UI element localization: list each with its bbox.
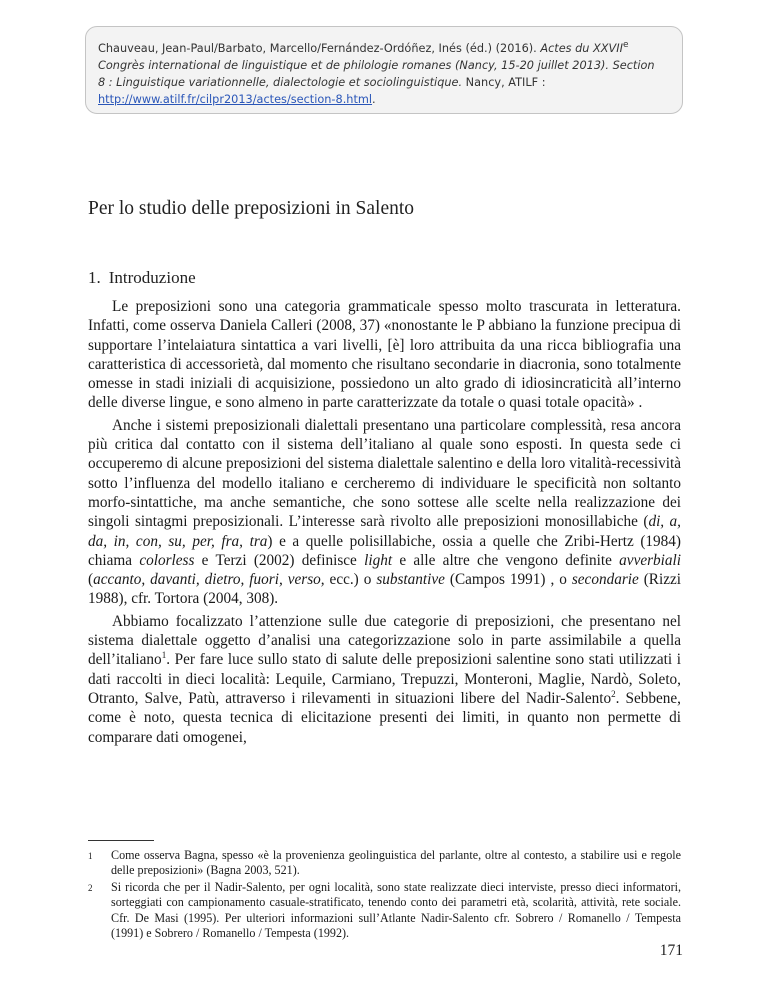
citation-volume-title: Actes du XXVII [540, 42, 623, 55]
footnote-ref-1[interactable]: 1 [161, 650, 167, 661]
paragraph-2-italic: secondarie [571, 571, 639, 589]
page-number: 171 [659, 942, 683, 959]
paper-title: Per lo studio delle preposizioni in Salento [88, 198, 415, 219]
citation-superscript: e [622, 40, 629, 51]
section-heading [88, 268, 196, 288]
citation-line-2: Congrès international de linguistique et de philologie romanes (Nancy, 15-20 juillet 2013). Section [98, 59, 655, 72]
footnote-text: Come osserva Bagna, spesso «è la provenienza geolinguistica del parlante, oltre al contesto, a stabilire usi e regole delle preposizioni» (Bagna 2003, 521). [111, 848, 681, 878]
citation-line-4 [98, 91, 670, 108]
paragraph-2-italic: di, a, da, in, con, su, per, fra, tra [88, 513, 681, 550]
footnote-number: 2 [88, 882, 93, 893]
footnote-ref-2[interactable]: 2 [611, 688, 616, 699]
citation-line-3 [98, 74, 670, 91]
footnote-text: Si ricorda che per il Nadir-Salento, per ogni località, sono state realizzate dieci interviste, presso dieci informatori, sorteggiati con campionamento casuale-stratificato, tenendo conto dei parametri età, scolarità, attività, rete sociale. Cfr. De Masi (1995). Per ulteriori informazioni sull’Atlante Nadir-Salento cfr. Sobrero / Romanello / Tempesta (1991) e Sobrero / Romanello / Tempesta (1992). [111, 879, 681, 941]
section-number: 1. [88, 268, 101, 287]
paragraph-3 [88, 612, 681, 747]
paragraph-2-text: (Campos 1991) , o [444, 571, 572, 589]
paragraph-2-text: e Terzi (2002) definisce [194, 551, 365, 569]
paragraph-2-text: (Rizzi 1988), cfr. Tortora (2004, 308). [88, 571, 681, 608]
paragraph-3-text: . Per fare luce sullo stato di salute delle preposizioni salentine sono stati utilizzati i dati raccolti in dieci località: Lequile, Carmiano, Trepuzzi, Monteroni, Maglie, Nardò, Soleto, Otranto, Salve, Patù, attraverso i rilevamenti in situazioni libere del Nadir-Salento [88, 651, 681, 707]
footnote-2 [88, 880, 681, 942]
paragraph-3-text: . Sebbene, come è noto, questa tecnica di elicitazione presenti dei limiti, in quanto non permette di comparare dati omogenei, [88, 689, 681, 746]
citation-url-link[interactable]: http://www.atilf.fr/cilpr2013/actes/section-8.html [98, 93, 373, 106]
citation-box [85, 26, 683, 114]
paragraph-2-text: ) e a quelle polisillabiche, ossia a quelle che Zribi-Hertz (1984) chiama [88, 532, 682, 569]
citation-url-suffix: . [372, 93, 376, 106]
footnotes [88, 848, 681, 942]
citation-authors: Chauveau, Jean-Paul/Barbato, Marcello/Fernández-Ordóñez, Inés (éd.) (2016). [98, 42, 541, 55]
footnote-1 [88, 848, 681, 879]
section-title: Introduzione [108, 268, 196, 287]
paragraph-2 [88, 416, 681, 609]
paragraph-2-italic: light [364, 551, 393, 569]
paragraph-2-italic: accanto, davanti, dietro, fuori, verso, [93, 571, 325, 589]
paragraph-1: Le preposizioni sono una categoria grammaticale spesso molto trascurata in letteratura. Infatti, come osserva Daniela Calleri (2008, 37) «nonostante le P abbiano la funzione precipua di supportare l’intelaiatura sintattica a vari livelli, [è] loro attribuita da una ricca bibliografia una caratteristica di accessorietà, dal momento che risultano secondarie in diacronia, sono totalmente omesse in stadi iniziali di acquisizione, possiedono un alto grado di idiosincraticità all’interno delle diverse lingue, e sono almeno in parte caratterizzate da totale o quasi totale opacità» . [88, 298, 681, 412]
body-text [88, 297, 681, 750]
paragraph-2-text: Anche i sistemi preposizionali dialettali presentano una particolare complessità, resa ancora più critica dal contatto con il sistema dell’italiano al quale sono esposti. In questa sede ci occuperemo di alcune preposizioni del sistema dialettale salentino e della loro vitalità-recessività sotto l’influenza del modello italiano e cercheremo di individuare le specificità non soltanto morfo-sintattiche, ma anche semantiche, che sono sottese alle scelte nella realizzazione dei singoli sintagmi preposizionali. L’interesse sarà rivolto alle preposizioni monosillabiche ( [88, 416, 681, 531]
citation-section: 8 : Linguistique variationnelle, dialectologie et sociolinguistique. [98, 76, 463, 89]
footnote-divider [88, 840, 154, 841]
citation-publisher: Nancy, ATILF : [462, 76, 546, 89]
paragraph-3-text: Abbiamo focalizzato l’attenzione sulle due categorie di preposizioni, che presentano nel sistema dialettale oggetto d’analisi una categorizzazione solo in parte assimilabile a quella dell’italiano [88, 612, 681, 669]
paragraph-2-text: ( [88, 571, 94, 589]
paragraph-2-italic: colorless [139, 551, 195, 569]
paragraph-2-italic: substantive [376, 571, 445, 589]
paragraph-2-text: ecc.) o [324, 571, 377, 589]
citation-line-1 [98, 40, 670, 57]
paragraph-2-text: e alle altre che vengono definite [392, 551, 620, 569]
footnote-number: 1 [88, 851, 93, 861]
paragraph-2-italic: avverbiali [619, 551, 681, 569]
